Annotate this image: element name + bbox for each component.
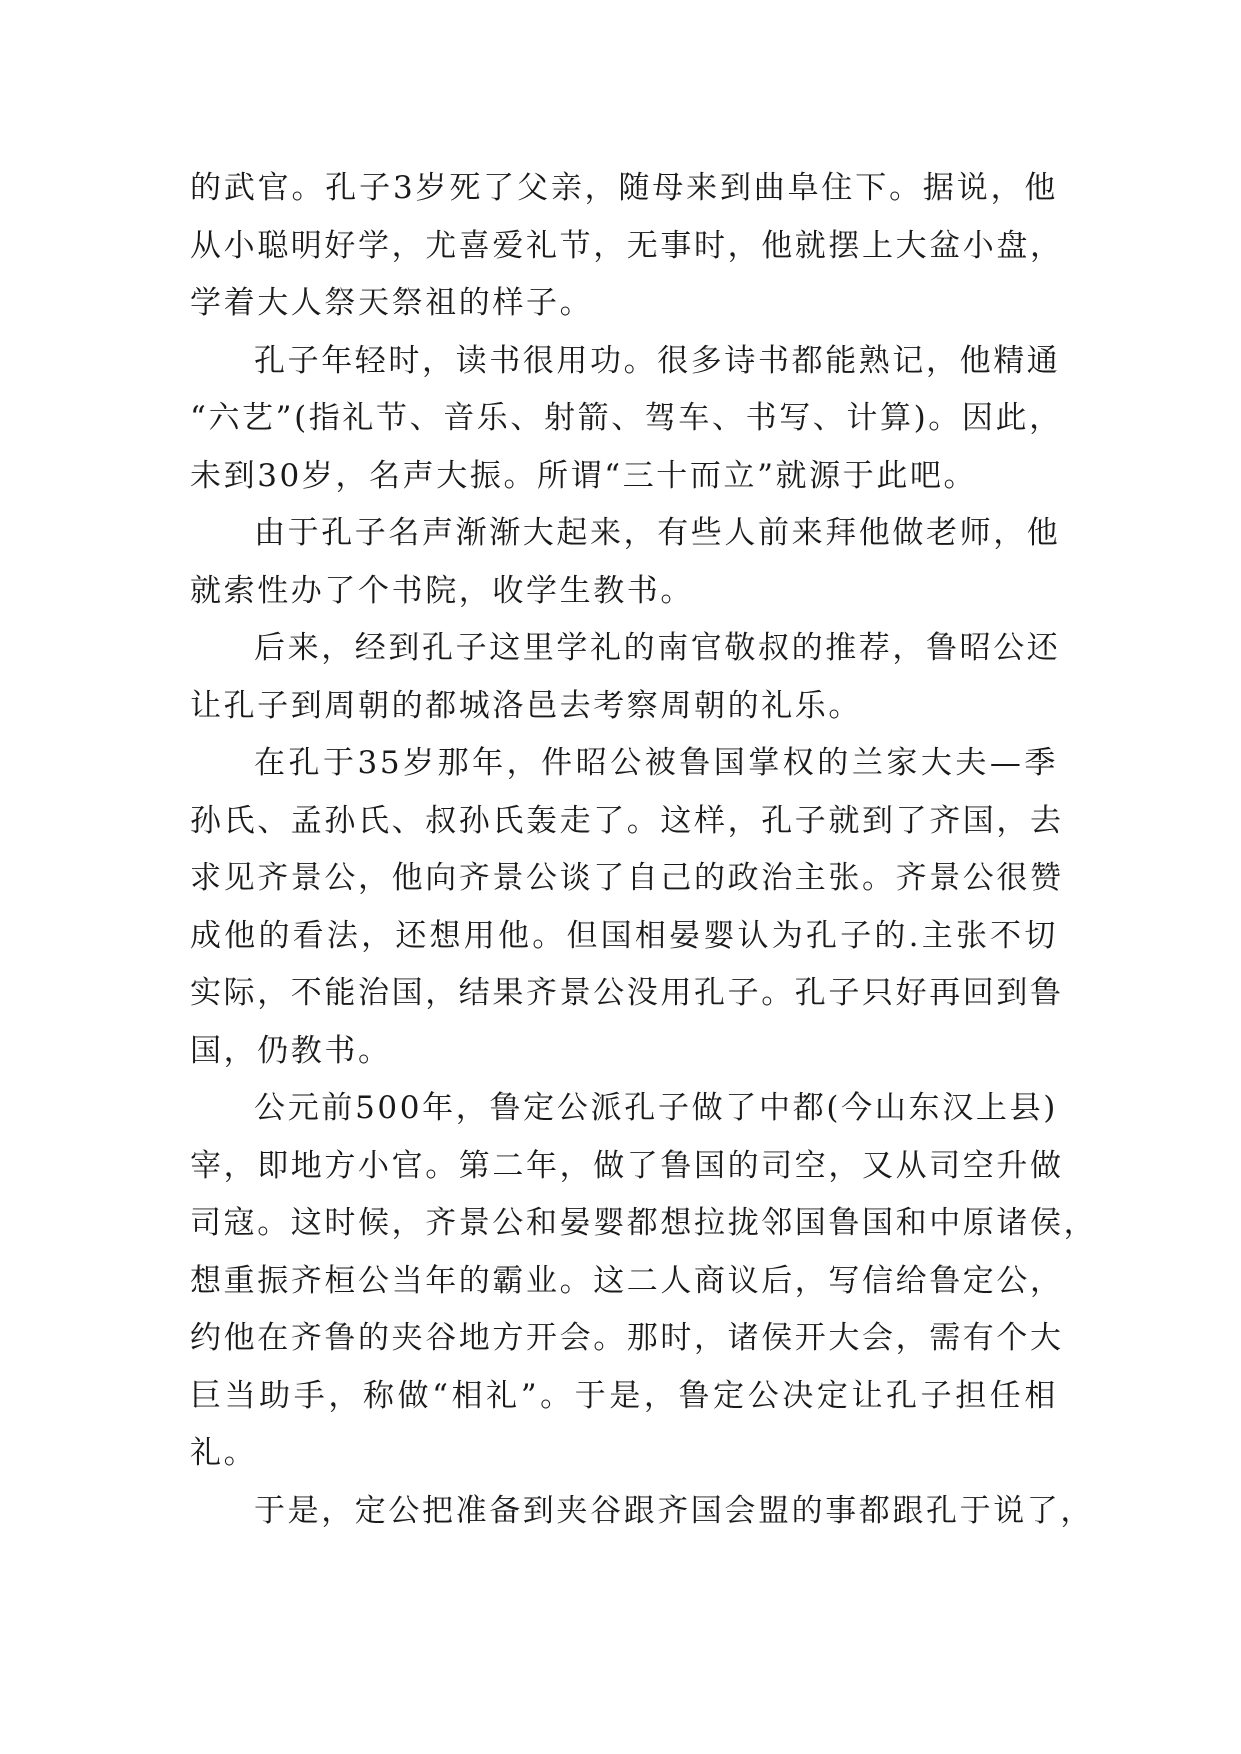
text-line: 实际，不能治国，结果齐景公没用孔子。孔子只好再回到鲁	[190, 975, 1064, 1011]
text-line: 让孔子到周朝的都城洛邑去考察周朝的礼乐。	[190, 687, 862, 724]
text-line: 在孔于35岁那年，件昭公被鲁国掌权的兰家大夫—季	[254, 745, 1059, 781]
text-line: 于是，定公把准备到夹谷跟齐国会盟的事都跟孔于说了，	[254, 1492, 1094, 1529]
text-line: 约他在齐鲁的夹谷地方开会。那时，诸侯开大会，需有个大	[190, 1320, 1064, 1356]
text-line: 学着大人祭天祭祖的样子。	[190, 285, 594, 321]
text-line: 孔子年轻时，读书很用功。很多诗书都能熟记，他精通	[254, 342, 1061, 379]
text-line: 国，仍教书。	[190, 1032, 392, 1069]
text-line: “六艺”(指礼节、音乐、射箭、驾车、书写、计算)。因此，	[190, 400, 1063, 436]
text-line: 公元前500年，鲁定公派孔子做了中都(今山东汉上县)	[254, 1090, 1058, 1126]
text-line: 求见齐景公，他向齐景公谈了自己的政治主张。齐景公很赞	[190, 860, 1064, 896]
text-line: 想重振齐桓公当年的霸业。这二人商议后，写信给鲁定公，	[190, 1262, 1064, 1299]
text-line: 从小聪明好学，尤喜爱礼节，无事时，他就摆上大盆小盘，	[190, 227, 1064, 264]
text-line: 后来，经到孔子这里学礼的南官敬叔的推荐，鲁昭公还	[254, 630, 1061, 666]
text-line: 巨当助手，称做“相礼”。于是，鲁定公决定让孔子担任相	[190, 1377, 1058, 1414]
text-line: 司寇。这时候，齐景公和晏婴都想拉拢邻国鲁国和中原诸侯，	[190, 1205, 1098, 1241]
text-line: 的武官。孔子3岁死了父亲，随母来到曲阜住下。据说，他	[190, 170, 1058, 206]
text-line: 宰，即地方小官。第二年，做了鲁国的司空，又从司空升做	[190, 1147, 1064, 1184]
text-line: 就索性办了个书院，收学生教书。	[190, 572, 694, 609]
text-line: 成他的看法，还想用他。但国相晏婴认为孔子的.主张不切	[190, 917, 1058, 954]
text-line: 未到30岁，名声大振。所谓“三十而立”就源于此吧。	[190, 457, 978, 494]
text-line: 孙氏、孟孙氏、叔孙氏轰走了。这样，孔子就到了齐国，去	[190, 802, 1064, 839]
body-text	[190, 160, 1098, 1540]
text-line: 礼。	[190, 1435, 258, 1471]
text-line: 由于孔子名声渐渐大起来，有些人前来拜他做老师，他	[254, 515, 1061, 551]
